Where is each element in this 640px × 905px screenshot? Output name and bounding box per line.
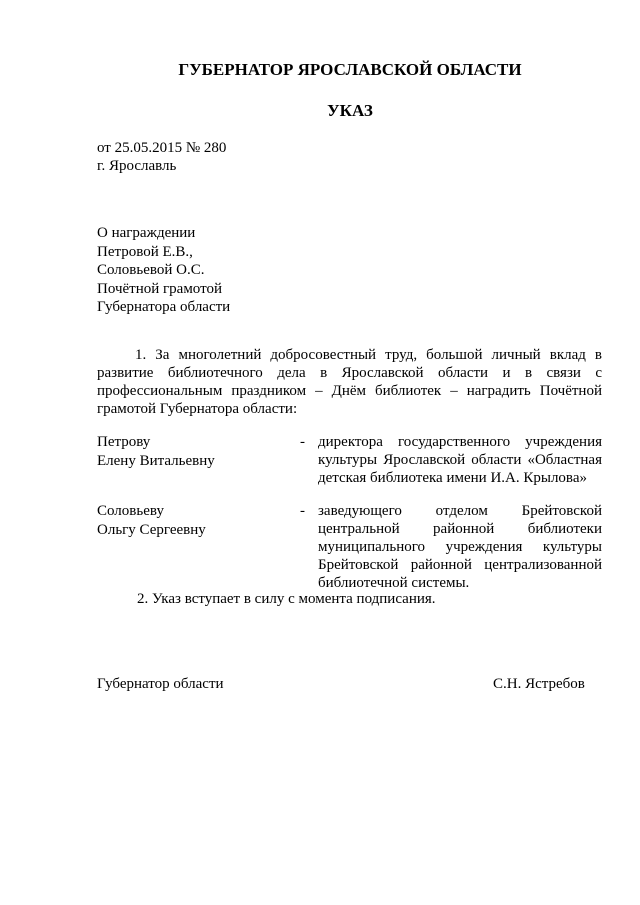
awardee-given-names: Елену Витальевну <box>97 452 215 469</box>
clause-1 <box>97 346 602 418</box>
signature-name: С.Н. Ястребов <box>493 676 585 692</box>
decree-date-number: от 25.05.2015 № 280 <box>97 140 227 156</box>
clause-1-line: грамотой Губернатора области: <box>97 401 298 417</box>
document-authority-title: ГУБЕРНАТОР ЯРОСЛАВСКОЙ ОБЛАСТИ <box>178 60 522 79</box>
position-line: заведующего отделом Брейтовской <box>318 503 602 519</box>
subject-line: Губернатора области <box>97 299 231 315</box>
document-type-title: УКАЗ <box>327 101 373 120</box>
awardee-2-dash: - <box>300 503 305 519</box>
position-line: Брейтовской районной централизованной <box>318 557 602 573</box>
subject-line: О награждении <box>97 225 196 241</box>
awardee-2-name <box>97 502 206 539</box>
decree-city: г. Ярославль <box>97 158 177 174</box>
awardee-1-dash: - <box>300 434 305 450</box>
clause-1-line: 1. За многолетний добросовестный труд, большой личный вклад в <box>135 347 602 363</box>
clause-2: 2. Указ вступает в силу с момента подписания. <box>137 591 436 607</box>
awardee-surname: Соловьеву <box>97 503 164 519</box>
subject-line: Соловьевой О.С. <box>97 262 205 278</box>
clause-1-line: профессиональным праздником – Днём библиотек – наградить Почётной <box>97 383 602 399</box>
decree-subject <box>97 224 230 317</box>
position-line: детская библиотека имени И.А. Крылова» <box>318 470 587 486</box>
position-line: директора государственного учреждения <box>318 434 602 450</box>
subject-line: Почётной грамотой <box>97 280 222 297</box>
awardee-given-names: Ольгу Сергеевну <box>97 521 206 538</box>
position-line: культуры Ярославской области «Областная <box>318 452 602 468</box>
signature-title: Губернатор области <box>97 676 224 692</box>
awardee-1-name <box>97 433 215 470</box>
awardee-1-position <box>318 433 602 487</box>
awardee-surname: Петрову <box>97 434 151 450</box>
awardee-2-position <box>318 502 602 592</box>
position-line: муниципального учреждения культуры <box>318 539 602 555</box>
position-line: центральной районной библиотеки <box>318 521 602 537</box>
clause-1-line: развитие библиотечного дела в Ярославской области и в связи с <box>97 365 602 381</box>
position-line: библиотечной системы. <box>318 575 470 591</box>
subject-line: Петровой Е.В., <box>97 243 193 260</box>
